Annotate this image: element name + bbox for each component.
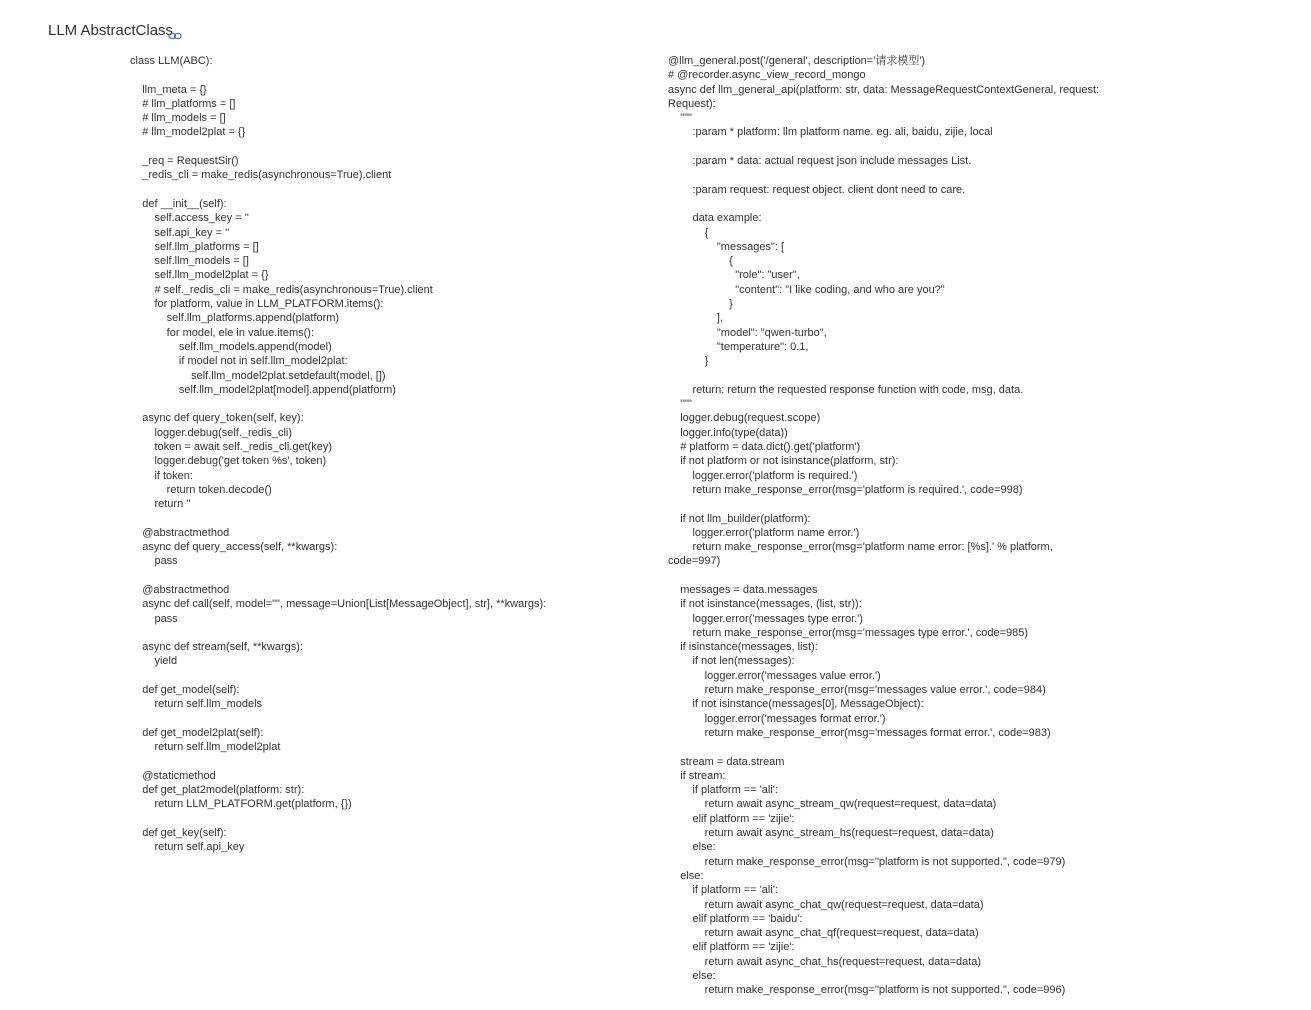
llm-class-code-block: class LLM(ABC): llm_meta = {} # llm_platforms = [] # llm_models = [] # llm_model2plat = {} _req = RequestSir() _redis_cli = make_redis(asynchronous=True).client def __init__(self): self.access_key = '' self.api_key = '' self.llm_platforms = [] self.llm_models = [] self.llm_model2plat = {} # self._redis_cli = make_redis(asynchronous=True).client for platform, value in LLM_PLATFORM.items(): self.llm_platforms.append(platform) for model, ele in value.items(): self.llm_models.append(model) if model not in self.llm_model2plat: self.llm_model2plat.setdefault(model, []) self.llm_model2plat[model].append(platform) async def query_token(self, key): logger.debug(self._redis_cli) token = await self._redis_cli.get(key) logger.debug('get token %s', token) if token: return token.decode() return '' @abstractmethod async def query_access(self, **kwargs): pass @abstractmethod async def call(self, model="", message=Union[List[MessageObject], str], **kwargs): pass async def stream(self, **kwargs): yield def get_model(self): return self.llm_models def get_model2plat(self): return self.llm_model2plat @staticmethod def get_plat2model(platform: str): return LLM_PLATFORM.get(platform, {}) def get_key(self): return self.api_key xyxy=(130,55,547,854)
link-icon[interactable] xyxy=(168,28,182,38)
llm-general-api-code-block: @llm_general.post('/general', description='请求模型') # @recorder.async_view_record_mongo async def llm_general_api(platform: str, data: MessageRequestContextGeneral, request: Request): """ :param * platform: llm platform name. eg. ali, baidu, zijie, local :param * data: actual request json include messages List. :param request: request object. client dont need to care. data example: { "messages": [ { "role": "user", "content": "I like coding, and who are you?" } ], "model": "qwen-turbo", "temperature": 0.1, } return: return the requested response function with code, msg, data. """ logger.debug(request.scope) logger.info(type(data)) # platform = data.dict().get('platform') if not platform or not isinstance(platform, str): logger.error('platform is required.') return make_response_error(msg='platform is required.', code=998) if not llm_builder(platform): logger.error('platform name error.') return make_response_error(msg='platform name error: [%s].' % platform, code=997) messages = data.messages if not isinstance(messages, (list, str)): logger.error('messages type error.') return make_response_error(msg='messages type error.', code=985) if isinstance(messages, list): if not len(messages): logger.error('messages value error.') return make_response_error(msg='messages value error.', code=984) if not isinstance(messages[0], MessageObject): logger.error('messages format error.') return make_response_error(msg='messages format error.', code=983) stream = data.stream if stream: if platform == 'ali': return await async_stream_qw(request=request, data=data) elif platform == 'zijie': return await async_stream_hs(request=request, data=data) else: return make_response_error(msg="platform is not supported.", code=979) else: if platform == 'ali': return await async_chat_qw(request=request, data=data) elif platform == 'baidu': return await async_chat_qf(request=request, data=data) elif platform == 'zijie': return await async_chat_hs(request=request, data=data) else: return make_response_error(msg="platform is not supported.", code=996) xyxy=(668,55,1100,997)
page-title-text: LLM AbstractClass xyxy=(48,22,174,39)
page-title xyxy=(48,22,182,39)
